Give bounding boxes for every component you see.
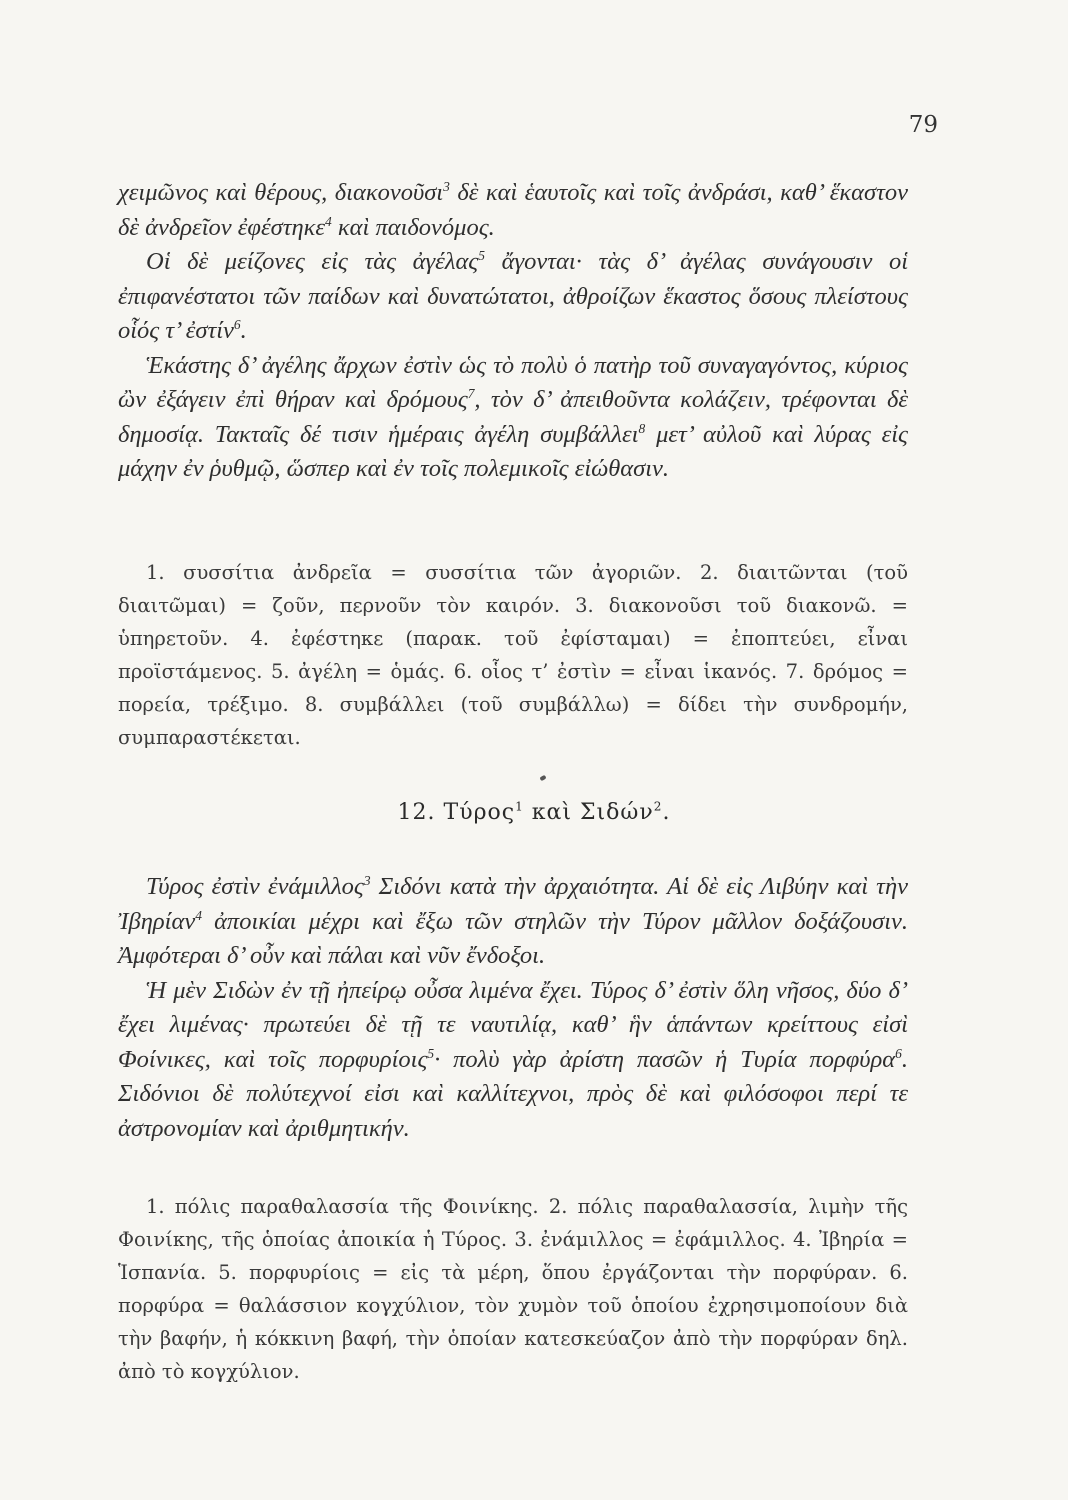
section1-paragraph-2: Οἱ δὲ μείζονες εἰς τὰς ἀγέλας$^5$ ἄγονται· τὰς δ’ ἀγέλας συνάγουσιν οἱ ἐπιφανέστατοι τῶν παίδων καὶ δυνατώτατοι, ἀθροίζων ἕκαστος ὅσους πλείστους οἷός τ’ ἐστίν$^6$. [118,247,909,344]
page-number: 79 [908,112,938,138]
section1-text [118,176,908,487]
section2-footnotes: 1. πόλις παραθαλασσία τῆς Φοινίκης. 2. πόλις παραθαλασσία, λιμὴν τῆς Φοινίκης, τῆς ὁποίας ἀποικία ἡ Τύρος. 3. ἐνάμιλλος = ἐφάμιλλος. 4. Ἰβηρία = Ἱσπανία. 5. πορφυρίοις = εἰς τὰ μέρη, ὅπου ἐργάζονται τὴν πορφύραν. 6. πορφύρα = θαλάσσιον κογχύλιον, τὸν χυμὸν τοῦ ὁποίου ἐχρησιμοποίουν διὰ τὴν βαφήν, ἡ κόκκινη βαφή, τὴν ὁποίαν κατεσκεύαζον ἀπὸ τὴν πορφύραν δηλ. ἀπὸ τὸ κογχύλιον. [118,1195,908,1383]
section2-paragraph-2: Ἡ μὲν Σιδὼν ἐν τῇ ἠπείρῳ οὖσα λιμένα ἔχει. Τύρος δ’ ἐστὶν ὅλη νῆσος, δύο δ’ ἔχει λιμένας· πρωτεύει δὲ τῇ τε ναυτιλίᾳ, καθ’ ἣν ἁπάντων κρείττους εἰσὶ Φοίνικες, καὶ τοῖς πορφυρίοις$^5$· πολὺ γὰρ ἀρίστη πασῶν ἡ Τυρία πορφύρα$^6$. Σιδόνιοι δὲ πολύτεχνοί εἰσι καὶ καλλίτεχνοι, πρὸς δὲ καὶ φιλόσοφοι περί τε ἀστρονομίαν καὶ ἀριθμητικήν. [118,976,908,1142]
ink-speck [539,775,546,781]
section1-footnotes: 1. συσσίτια ἀνδρεῖα = συσσίτια τῶν ἀγοριῶν. 2. διαιτῶνται (τοῦ διαιτῶμαι) = ζοῦν, περνοῦν τὸν καιρόν. 3. διακονοῦσι τοῦ διακονῶ. = ὑπηρετοῦν. 4. ἐφέστηκε (παρακ. τοῦ ἐφίσταμαι) = ἐποπτεύει, εἶναι προϊστάμενος. 5. ἀγέλη = ὁμάς. 6. οἷος τ’ ἐστὶν = εἶναι ἱκανός. 7. δρόμος = πορεία, τρέξιμο. 8. συμβάλλει (τοῦ συμβάλλω) = δίδει τὴν συνδρομήν, συμπαραστέκεται. [118,561,908,749]
section2-text [118,870,908,1146]
section1-paragraph-1: χειμῶνος καὶ θέρους, διακονοῦσι$^3$ δὲ καὶ ἑαυτοῖς καὶ τοῖς ἀνδράσι, καθ’ ἕκαστον δὲ ἀνδρεῖον ἐφέστηκε$^4$ καὶ παιδονόμος. [118,178,908,241]
section-heading: 12. Τύρος$^1$ καὶ Σιδών$^2$. [397,799,671,825]
section1-paragraph-3: Ἑκάστης δ’ ἀγέλης ἄρχων ἐστὶν ὡς τὸ πολὺ ὁ πατὴρ τοῦ συναγαγόντος, κύριος ὢν ἐξάγειν ἐπὶ θήραν καὶ δρόμους$^7$, τὸν δ’ ἀπειθοῦντα κολάζειν, τρέφονται δὲ δημοσίᾳ. Τακταῖς δέ τισιν ἡμέραις ἀγέλη συμβάλλει$^8$ μετ’ αὐλοῦ καὶ λύρας εἰς μάχην ἐν ῥυθμῷ, ὥσπερ καὶ ἐν τοῖς πολεμικοῖς εἰώθασιν. [118,351,908,482]
section2-paragraph-1: Τύρος ἐστὶν ἐνάμιλλος$^3$ Σιδόνι κατὰ τὴν ἀρχαιότητα. Αἱ δὲ εἰς Λιβύην καὶ τὴν Ἰβηρίαν$^4$ ἀποικίαι μέχρι καὶ ἔξω τῶν στηλῶν τὴν Τύρον μᾶλλον δοξάζουσιν. Ἀμφότεραι δ’ οὖν καὶ πάλαι καὶ νῦν ἔνδοξοι. [118,872,908,969]
